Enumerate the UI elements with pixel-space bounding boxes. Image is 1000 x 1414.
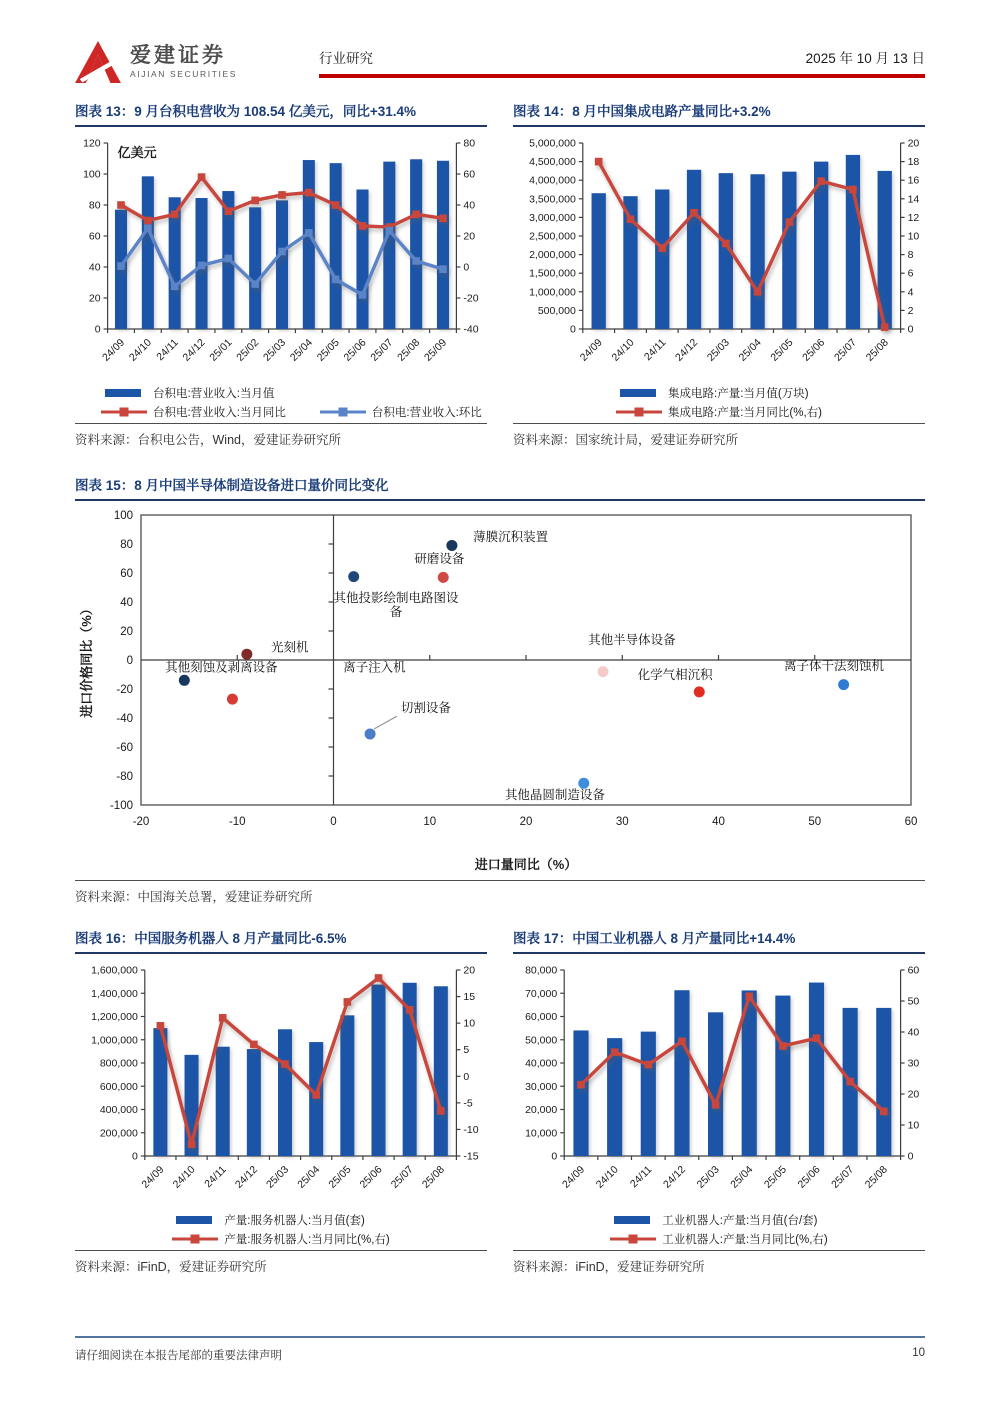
- svg-text:20: 20: [907, 137, 920, 150]
- scatter-point: [438, 572, 449, 583]
- legend-item-label: 工业机器人:产量:当月值(台/套): [662, 1215, 818, 1227]
- scatter-point: [227, 694, 238, 705]
- svg-text:-60: -60: [116, 742, 133, 754]
- svg-text:8: 8: [907, 249, 914, 262]
- svg-text:25/08: 25/08: [395, 336, 423, 364]
- svg-text:0: 0: [907, 1150, 914, 1163]
- svg-text:0: 0: [463, 261, 470, 274]
- page-number: 10: [912, 1347, 925, 1359]
- svg-text:25/02: 25/02: [234, 336, 262, 364]
- legend-item-label: 台积电:营业收入:环比: [371, 407, 482, 419]
- svg-text:5,000,000: 5,000,000: [529, 137, 576, 150]
- scatter-point-label: 切割设备: [400, 701, 451, 716]
- svg-text:10,000: 10,000: [525, 1127, 558, 1140]
- legend-item: [172, 1231, 389, 1247]
- svg-text:60: 60: [904, 816, 918, 828]
- svg-text:-20: -20: [116, 684, 133, 696]
- footer-disclaimer: 请仔细阅读在本报告尾部的重要法律声明: [75, 1350, 282, 1362]
- svg-text:0: 0: [551, 1150, 558, 1163]
- scatter-point-label: 其他刻蚀及剥离设备: [165, 660, 278, 675]
- svg-text:60: 60: [120, 568, 133, 580]
- svg-text:0: 0: [569, 323, 576, 336]
- svg-text:20: 20: [519, 816, 533, 828]
- scatter-point-label: 光刻机: [270, 640, 309, 655]
- legend-item-label: 集成电路:产量:当月同比(%,右): [668, 407, 822, 419]
- legend-line-swatch-icon: [172, 1233, 218, 1245]
- svg-text:12: 12: [907, 211, 920, 224]
- legend-bar-swatch-icon: [101, 387, 147, 399]
- svg-text:25/06: 25/06: [800, 336, 828, 364]
- figure-16-title: 图表 16：中国服务机器人 8 月产量同比-6.5%: [75, 927, 487, 954]
- legend-item-label: 台积电:营业收入:当月同比: [153, 407, 286, 419]
- legend-item: [610, 1231, 827, 1247]
- legend-item: [616, 404, 822, 420]
- svg-text:0: 0: [907, 323, 914, 336]
- svg-text:4,000,000: 4,000,000: [529, 174, 576, 187]
- svg-text:200,000: 200,000: [99, 1127, 138, 1140]
- svg-text:80,000: 80,000: [525, 964, 558, 977]
- svg-text:4,500,000: 4,500,000: [529, 156, 576, 169]
- svg-text:0: 0: [94, 323, 101, 336]
- svg-text:10: 10: [907, 230, 920, 243]
- legend-item: [610, 1212, 827, 1228]
- svg-text:24/11: 24/11: [627, 1163, 655, 1191]
- legend-item-label: 集成电路:产量:当月值(万块): [668, 388, 809, 400]
- svg-text:2,000,000: 2,000,000: [529, 249, 576, 262]
- svg-text:120: 120: [83, 137, 101, 150]
- svg-text:0: 0: [330, 816, 337, 828]
- svg-text:10: 10: [907, 1119, 920, 1132]
- svg-text:40: 40: [88, 261, 101, 274]
- svg-text:15: 15: [463, 991, 476, 1004]
- svg-text:40,000: 40,000: [525, 1057, 558, 1070]
- scatter-point-label: 其他半导体设备: [588, 633, 676, 648]
- svg-text:60: 60: [907, 964, 920, 977]
- header-date: 2025 年 10 月 13 日: [805, 51, 925, 66]
- svg-text:25/03: 25/03: [261, 336, 289, 364]
- svg-text:0: 0: [131, 1150, 138, 1163]
- scatter-point: [446, 540, 457, 551]
- series-line: [595, 158, 889, 331]
- svg-text:1,400,000: 1,400,000: [91, 987, 138, 1000]
- svg-text:40: 40: [463, 199, 476, 212]
- legend-line-swatch-icon: [616, 406, 662, 418]
- svg-text:25/03: 25/03: [264, 1163, 292, 1191]
- x-axis-title: 进口量同比（%）: [474, 857, 578, 872]
- legend-item: [616, 385, 822, 401]
- figure-16-chart: [75, 958, 487, 1210]
- figure-row-top: [75, 100, 925, 448]
- bars: [153, 983, 447, 1156]
- legend-line-swatch-icon: [101, 406, 147, 418]
- svg-text:30: 30: [907, 1057, 920, 1070]
- svg-text:-5: -5: [463, 1097, 473, 1110]
- figure-17-title: 图表 17：中国工业机器人 8 月产量同比+14.4%: [513, 927, 925, 954]
- figure-14-source: 资料来源：国家统计局，爱建证券研究所: [513, 423, 925, 448]
- svg-text:1,000,000: 1,000,000: [529, 286, 576, 299]
- legend-item-label: 产量:服务机器人:当月值(套): [224, 1215, 365, 1227]
- svg-text:24/12: 24/12: [232, 1163, 260, 1191]
- figure-13-legend: [75, 385, 487, 420]
- scatter-point-label: 研磨设备: [414, 551, 465, 566]
- scatter-point-label: 薄膜沉积装置: [473, 530, 549, 545]
- header-section-label: 行业研究: [319, 51, 373, 66]
- svg-text:-80: -80: [116, 771, 133, 783]
- svg-text:60,000: 60,000: [525, 1011, 558, 1023]
- figure-15: [75, 474, 925, 905]
- legend-item: [101, 385, 274, 401]
- svg-text:400,000: 400,000: [99, 1104, 138, 1116]
- svg-text:40: 40: [907, 1026, 920, 1039]
- figure-17-chart: [513, 958, 925, 1210]
- figure-15-chart: [75, 505, 925, 877]
- svg-text:10: 10: [463, 1017, 476, 1030]
- figure-13-source: 资料来源：台积电公告，Wind，爱建证券研究所: [75, 423, 487, 448]
- svg-text:2: 2: [907, 304, 914, 317]
- svg-text:600,000: 600,000: [99, 1080, 138, 1093]
- brand-name-en: AIJIAN SECURITIES: [130, 69, 238, 80]
- svg-text:25/04: 25/04: [728, 1163, 756, 1191]
- svg-text:5: 5: [463, 1044, 470, 1057]
- scatter-point-label: 其他晶圆制造设备: [504, 788, 605, 803]
- svg-text:24/11: 24/11: [202, 1163, 229, 1191]
- svg-text:25/04: 25/04: [736, 336, 764, 364]
- svg-text:24/12: 24/12: [673, 336, 701, 364]
- svg-text:80: 80: [88, 199, 101, 212]
- legend-bar-swatch-icon: [610, 1214, 656, 1226]
- svg-text:100: 100: [113, 510, 133, 522]
- brand-text: [130, 45, 237, 79]
- svg-text:80: 80: [463, 137, 476, 150]
- svg-text:24/09: 24/09: [560, 1163, 588, 1191]
- figure-15-title: 图表 15：8 月中国半导体制造设备进口量价同比变化: [75, 474, 925, 501]
- legend-item: [101, 404, 286, 420]
- figure-16-source: 资料来源：iFinD，爱建证券研究所: [75, 1250, 487, 1275]
- svg-text:-10: -10: [463, 1123, 479, 1136]
- svg-text:25/04: 25/04: [287, 336, 315, 364]
- svg-text:24/10: 24/10: [170, 1163, 198, 1191]
- svg-text:25/05: 25/05: [761, 1163, 789, 1191]
- scatter-point-label: 化学气相沉积: [637, 667, 713, 682]
- scatter-point: [578, 778, 589, 789]
- legend-item: [172, 1212, 389, 1228]
- svg-text:-100: -100: [109, 800, 133, 812]
- svg-text:50: 50: [808, 816, 822, 828]
- brand-name-cn: 爱建证券: [130, 43, 226, 67]
- svg-text:1,200,000: 1,200,000: [91, 1011, 138, 1023]
- svg-text:-40: -40: [463, 323, 479, 336]
- svg-text:25/06: 25/06: [357, 1163, 385, 1191]
- legend-item-label: 工业机器人:产量:当月同比(%,右): [662, 1234, 828, 1246]
- svg-text:0: 0: [126, 655, 133, 667]
- svg-text:24/11: 24/11: [154, 336, 181, 364]
- svg-text:20: 20: [88, 292, 101, 305]
- page-header: [75, 40, 925, 78]
- svg-text:25/05: 25/05: [768, 336, 796, 364]
- svg-text:24/09: 24/09: [139, 1163, 167, 1191]
- svg-text:24/11: 24/11: [641, 336, 669, 364]
- svg-text:20,000: 20,000: [525, 1104, 558, 1116]
- svg-text:25/03: 25/03: [704, 336, 732, 364]
- scatter-point: [179, 675, 190, 686]
- svg-text:50: 50: [907, 995, 920, 1008]
- figure-17: [513, 927, 925, 1275]
- svg-text:24/10: 24/10: [609, 336, 637, 364]
- svg-text:25/07: 25/07: [829, 1163, 857, 1191]
- svg-text:0: 0: [463, 1070, 470, 1083]
- figure-14-legend: [616, 385, 822, 420]
- legend-line-swatch-icon: [610, 1233, 656, 1245]
- figure-13-chart: [75, 131, 487, 383]
- svg-text:1,500,000: 1,500,000: [529, 267, 576, 280]
- figure-13-title: 图表 13：9 月台积电营收为 108.54 亿美元，同比+31.4%: [75, 100, 487, 127]
- svg-text:40: 40: [120, 597, 133, 609]
- svg-text:25/01: 25/01: [207, 336, 235, 364]
- svg-text:30,000: 30,000: [525, 1080, 558, 1093]
- svg-text:16: 16: [907, 174, 920, 187]
- svg-text:4: 4: [907, 286, 914, 299]
- scatter-point: [241, 649, 252, 660]
- legend-item-label: 台积电:营业收入:当月值: [153, 388, 275, 400]
- svg-text:6: 6: [907, 267, 914, 280]
- scatter-point: [838, 679, 849, 690]
- svg-text:10: 10: [423, 816, 437, 828]
- scatter-point-label: 离子体干法刻蚀机: [783, 659, 885, 674]
- svg-text:25/05: 25/05: [314, 336, 342, 364]
- svg-text:80: 80: [120, 539, 133, 551]
- header-rule: [319, 47, 925, 78]
- svg-text:25/06: 25/06: [341, 336, 369, 364]
- svg-text:-40: -40: [116, 713, 133, 725]
- figure-14: [513, 100, 925, 448]
- svg-text:40: 40: [712, 816, 725, 828]
- left-axis-unit: 亿美元: [117, 145, 157, 160]
- svg-text:3,000,000: 3,000,000: [529, 211, 576, 224]
- svg-text:24/10: 24/10: [593, 1163, 621, 1191]
- svg-text:25/08: 25/08: [419, 1163, 447, 1191]
- legend-line-swatch-icon: [320, 406, 366, 418]
- scatter-point: [348, 571, 359, 582]
- svg-text:25/04: 25/04: [295, 1163, 323, 1191]
- svg-text:24/12: 24/12: [180, 336, 208, 364]
- svg-text:25/05: 25/05: [326, 1163, 354, 1191]
- svg-text:500,000: 500,000: [537, 304, 576, 317]
- legend-item: [320, 404, 482, 420]
- svg-text:800,000: 800,000: [99, 1057, 138, 1070]
- figure-13: [75, 100, 487, 448]
- figure-17-source: 资料来源：iFinD，爱建证券研究所: [513, 1250, 925, 1275]
- svg-text:-10: -10: [228, 816, 246, 828]
- legend-bar-swatch-icon: [172, 1214, 218, 1226]
- svg-text:1,600,000: 1,600,000: [91, 964, 138, 977]
- svg-text:3,500,000: 3,500,000: [529, 193, 576, 206]
- legend-bar-swatch-icon: [616, 387, 662, 399]
- svg-text:24/12: 24/12: [660, 1163, 689, 1191]
- scatter-point-label: 其他投影绘制电路图设备: [333, 591, 459, 619]
- bars: [592, 155, 892, 329]
- bars: [115, 159, 449, 329]
- svg-text:60: 60: [463, 168, 476, 181]
- figure-16: [75, 927, 487, 1275]
- svg-text:25/09: 25/09: [422, 336, 450, 364]
- svg-text:20: 20: [463, 230, 476, 243]
- svg-text:50,000: 50,000: [525, 1034, 558, 1047]
- figure-15-source: 资料来源：中国海关总署，爱建证券研究所: [75, 880, 925, 905]
- svg-text:24/09: 24/09: [577, 336, 605, 364]
- svg-text:-20: -20: [132, 816, 150, 828]
- svg-text:-15: -15: [463, 1150, 479, 1163]
- svg-text:25/07: 25/07: [388, 1163, 416, 1191]
- y-axis-title: 进口价格同比（%）: [79, 602, 94, 718]
- page-footer: [75, 1336, 925, 1363]
- svg-text:25/07: 25/07: [831, 336, 860, 364]
- legend-item-label: 产量:服务机器人:当月同比(%,右): [224, 1234, 390, 1246]
- svg-text:25/06: 25/06: [795, 1163, 823, 1191]
- figure-14-title: 图表 14：8 月中国集成电路产量同比+3.2%: [513, 100, 925, 127]
- svg-text:24/10: 24/10: [126, 336, 154, 364]
- svg-text:25/07: 25/07: [368, 336, 396, 364]
- svg-text:14: 14: [907, 193, 920, 206]
- svg-text:20: 20: [120, 626, 133, 638]
- figure-17-legend: [610, 1212, 827, 1247]
- scatter-point: [598, 666, 609, 677]
- svg-text:25/08: 25/08: [862, 1163, 890, 1191]
- aijian-logo-icon: [75, 40, 121, 84]
- bars: [573, 983, 891, 1156]
- figure-row-bottom: [75, 927, 925, 1275]
- scatter-point: [365, 728, 376, 739]
- scatter-point: [694, 686, 705, 697]
- figure-16-legend: [172, 1212, 389, 1247]
- svg-text:24/09: 24/09: [100, 336, 128, 364]
- svg-text:100: 100: [83, 168, 101, 181]
- svg-text:2,500,000: 2,500,000: [529, 230, 576, 243]
- figure-14-chart: [513, 131, 925, 383]
- svg-text:-20: -20: [463, 292, 479, 305]
- svg-text:18: 18: [907, 156, 920, 169]
- series-line: [157, 974, 445, 1148]
- svg-text:25/03: 25/03: [694, 1163, 722, 1191]
- svg-text:60: 60: [88, 230, 101, 243]
- svg-text:20: 20: [463, 964, 476, 977]
- svg-text:25/08: 25/08: [863, 336, 891, 364]
- series-line: [577, 993, 887, 1116]
- svg-text:1,000,000: 1,000,000: [91, 1034, 138, 1047]
- scatter-point-label: 离子注入机: [343, 660, 406, 675]
- brand-logo: [75, 40, 275, 84]
- svg-text:30: 30: [615, 816, 629, 828]
- svg-text:70,000: 70,000: [525, 987, 558, 1000]
- svg-text:20: 20: [907, 1088, 920, 1101]
